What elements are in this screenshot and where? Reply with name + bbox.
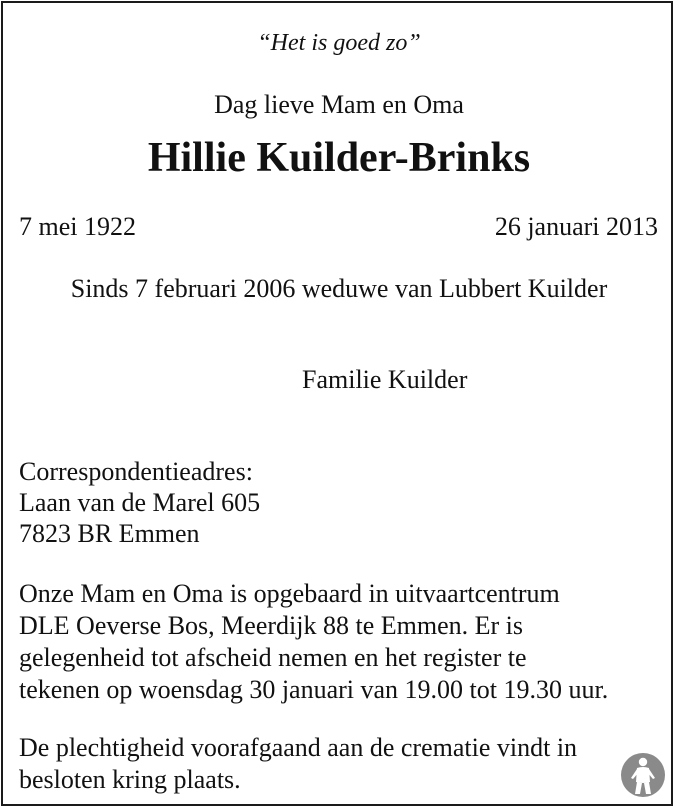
address-street: Laan van de Marel 605 (19, 488, 261, 517)
viewing-line: Onze Mam en Oma is opgebaard in uitvaartcentrum (19, 579, 560, 608)
widow-line: Sinds 7 februari 2006 weduwe van Lubbert Kuilder (70, 274, 608, 303)
ceremony-paragraph (19, 732, 577, 796)
birth-date: 7 mei 1922 (19, 212, 136, 241)
viewing-line: gelegenheid tot afscheid nemen en het register te (19, 643, 527, 672)
correspondence-heading: Correspondentieadres: (19, 457, 253, 486)
viewing-line: tekenen op woensdag 30 januari van 19.00 tot 19.30 uur. (19, 675, 609, 704)
ceremony-line: besloten kring plaats. (19, 765, 241, 794)
viewing-paragraph (19, 578, 608, 706)
death-date: 26 januari 2013 (494, 212, 658, 241)
family-signature: Familie Kuilder (302, 365, 468, 394)
greeting: Dag lieve Mam en Oma (214, 90, 464, 119)
motto: “Het is goed zo” (257, 30, 421, 56)
address-city: 7823 BR Emmen (19, 519, 200, 548)
correspondence-address (19, 456, 260, 549)
deceased-name: Hillie Kuilder-Brinks (147, 135, 531, 181)
viewing-line: DLE Oeverse Bos, Meerdijk 88 te Emmen. Er is (19, 611, 523, 640)
memorial-figure-icon (620, 752, 666, 798)
ceremony-line: De plechtigheid voorafgaand aan de crematie vindt in (19, 733, 578, 762)
